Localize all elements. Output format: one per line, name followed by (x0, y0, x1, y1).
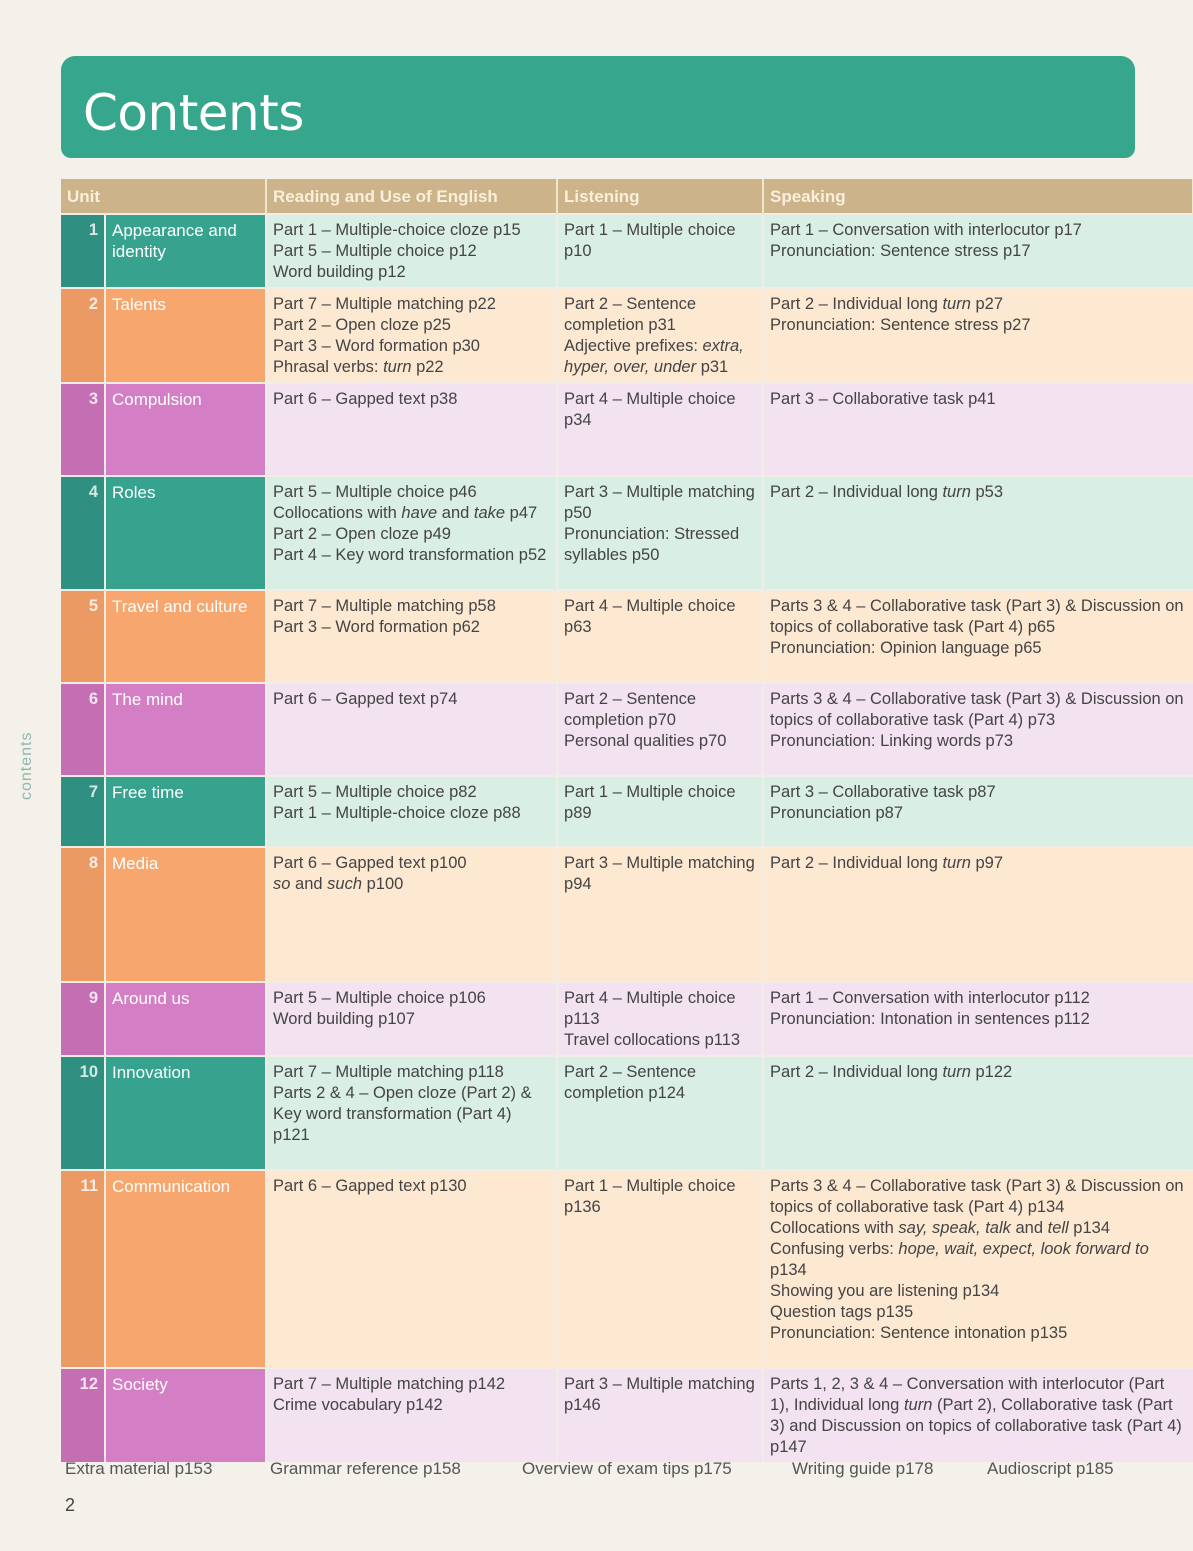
listening-cell: Part 2 – Sentence completion p31 Adjective prefixes: extra, hyper, over, under p31 (557, 288, 763, 383)
reading-cell: Part 1 – Multiple-choice cloze p15 Part 5 – Multiple choice p12 Word building p12 (266, 214, 557, 288)
unit-row (61, 683, 1193, 776)
unit-row (61, 288, 1193, 383)
page-title: Contents (83, 84, 304, 142)
reading-cell: Part 5 – Multiple choice p106 Word building p107 (266, 982, 557, 1056)
unit-number: 7 (61, 776, 105, 847)
reading-cell: Part 6 – Gapped text p38 (266, 383, 557, 476)
table-header-row (61, 179, 1193, 214)
unit-number: 11 (61, 1170, 105, 1368)
listening-cell: Part 3 – Multiple matching p50 Pronunciation: Stressed syllables p50 (557, 476, 763, 590)
speaking-cell: Parts 3 & 4 – Collaborative task (Part 3) & Discussion on topics of collaborative task (Part 4) p65 Pronunciation: Opinion language p65 (763, 590, 1193, 683)
unit-number: 3 (61, 383, 105, 476)
listening-cell: Part 3 – Multiple matching p146 (557, 1368, 763, 1462)
reading-cell: Part 7 – Multiple matching p58 Part 3 – Word formation p62 (266, 590, 557, 683)
speaking-cell: Part 1 – Conversation with interlocutor p112 Pronunciation: Intonation in sentences p112 (763, 982, 1193, 1056)
unit-row (61, 590, 1193, 683)
unit-title[interactable]: Talents (105, 288, 266, 383)
speaking-cell: Part 2 – Individual long turn p53 (763, 476, 1193, 590)
unit-number: 2 (61, 288, 105, 383)
listening-cell: Part 4 – Multiple choice p34 (557, 383, 763, 476)
unit-title[interactable]: Communication (105, 1170, 266, 1368)
speaking-cell: Part 2 – Individual long turn p97 (763, 847, 1193, 982)
listening-cell: Part 2 – Sentence completion p70 Personal qualities p70 (557, 683, 763, 776)
reading-cell: Part 7 – Multiple matching p22 Part 2 – Open cloze p25 Part 3 – Word formation p30 Phrasal verbs: turn p22 (266, 288, 557, 383)
unit-row (61, 214, 1193, 288)
contents-table (61, 179, 1193, 1462)
unit-title[interactable]: Appearance and identity (105, 214, 266, 288)
reading-cell: Part 6 – Gapped text p130 (266, 1170, 557, 1368)
footer-grammar-reference-link[interactable]: Grammar reference p158 (270, 1459, 461, 1478)
unit-row (61, 383, 1193, 476)
reading-cell: Part 6 – Gapped text p74 (266, 683, 557, 776)
footer-exam-tips-link[interactable]: Overview of exam tips p175 (522, 1459, 732, 1478)
footer-links (65, 1459, 1145, 1481)
unit-number: 8 (61, 847, 105, 982)
speaking-cell: Parts 3 & 4 – Collaborative task (Part 3) & Discussion on topics of collaborative task (Part 4) p73 Pronunciation: Linking words p73 (763, 683, 1193, 776)
unit-title[interactable]: Around us (105, 982, 266, 1056)
header-unit: Unit (61, 179, 266, 214)
unit-number: 5 (61, 590, 105, 683)
speaking-cell: Part 3 – Collaborative task p41 (763, 383, 1193, 476)
footer-audioscript-link[interactable]: Audioscript p185 (987, 1459, 1114, 1478)
unit-row (61, 847, 1193, 982)
unit-number: 10 (61, 1056, 105, 1170)
unit-number: 6 (61, 683, 105, 776)
speaking-cell: Parts 1, 2, 3 & 4 – Conversation with interlocutor (Part 1), Individual long turn (Part 2), Collaborative task (Part 3) and Discussion on topics of collaborative task (Part 4) p147 (763, 1368, 1193, 1462)
reading-cell: Part 5 – Multiple choice p82 Part 1 – Multiple-choice cloze p88 (266, 776, 557, 847)
side-label: contents (18, 731, 35, 800)
listening-cell: Part 1 – Multiple choice p136 (557, 1170, 763, 1368)
unit-title[interactable]: Travel and culture (105, 590, 266, 683)
listening-cell: Part 3 – Multiple matching p94 (557, 847, 763, 982)
unit-row (61, 1170, 1193, 1368)
reading-cell: Part 7 – Multiple matching p142 Crime vocabulary p142 (266, 1368, 557, 1462)
unit-title[interactable]: The mind (105, 683, 266, 776)
page-number: 2 (65, 1495, 76, 1515)
listening-cell: Part 2 – Sentence completion p124 (557, 1056, 763, 1170)
unit-row (61, 1056, 1193, 1170)
unit-row (61, 776, 1193, 847)
listening-cell: Part 1 – Multiple choice p10 (557, 214, 763, 288)
header-reading: Reading and Use of English (266, 179, 557, 214)
unit-number: 4 (61, 476, 105, 590)
header-speaking: Speaking (763, 179, 1193, 214)
unit-number: 1 (61, 214, 105, 288)
speaking-cell: Part 2 – Individual long turn p27 Pronunciation: Sentence stress p27 (763, 288, 1193, 383)
title-banner (61, 56, 1135, 158)
listening-cell: Part 4 – Multiple choice p113 Travel collocations p113 (557, 982, 763, 1056)
unit-row (61, 476, 1193, 590)
reading-cell: Part 6 – Gapped text p100 so and such p100 (266, 847, 557, 982)
reading-cell: Part 5 – Multiple choice p46 Collocations with have and take p47 Part 2 – Open cloze p49 Part 4 – Key word transformation p52 (266, 476, 557, 590)
unit-title[interactable]: Media (105, 847, 266, 982)
unit-title[interactable]: Roles (105, 476, 266, 590)
speaking-cell: Part 1 – Conversation with interlocutor p17 Pronunciation: Sentence stress p17 (763, 214, 1193, 288)
header-listening: Listening (557, 179, 763, 214)
speaking-cell: Part 3 – Collaborative task p87 Pronunciation p87 (763, 776, 1193, 847)
unit-title[interactable]: Free time (105, 776, 266, 847)
footer-writing-guide-link[interactable]: Writing guide p178 (792, 1459, 934, 1478)
unit-row (61, 1368, 1193, 1462)
footer-extra-material-link[interactable]: Extra material p153 (65, 1459, 213, 1478)
speaking-cell: Parts 3 & 4 – Collaborative task (Part 3) & Discussion on topics of collaborative task (Part 4) p134 Collocations with say, speak, talk and tell p134 Confusing verbs: hope, wait, expect, look forward to p134 Showing you are listening p134 Question tags p135 Pronunciation: Sentence intonation p135 (763, 1170, 1193, 1368)
unit-number: 12 (61, 1368, 105, 1462)
table-body (61, 214, 1193, 1462)
unit-title[interactable]: Innovation (105, 1056, 266, 1170)
unit-title[interactable]: Compulsion (105, 383, 266, 476)
unit-row (61, 982, 1193, 1056)
listening-cell: Part 1 – Multiple choice p89 (557, 776, 763, 847)
unit-number: 9 (61, 982, 105, 1056)
unit-title[interactable]: Society (105, 1368, 266, 1462)
listening-cell: Part 4 – Multiple choice p63 (557, 590, 763, 683)
reading-cell: Part 7 – Multiple matching p118 Parts 2 & 4 – Open cloze (Part 2) & Key word transformation (Part 4) p121 (266, 1056, 557, 1170)
speaking-cell: Part 2 – Individual long turn p122 (763, 1056, 1193, 1170)
